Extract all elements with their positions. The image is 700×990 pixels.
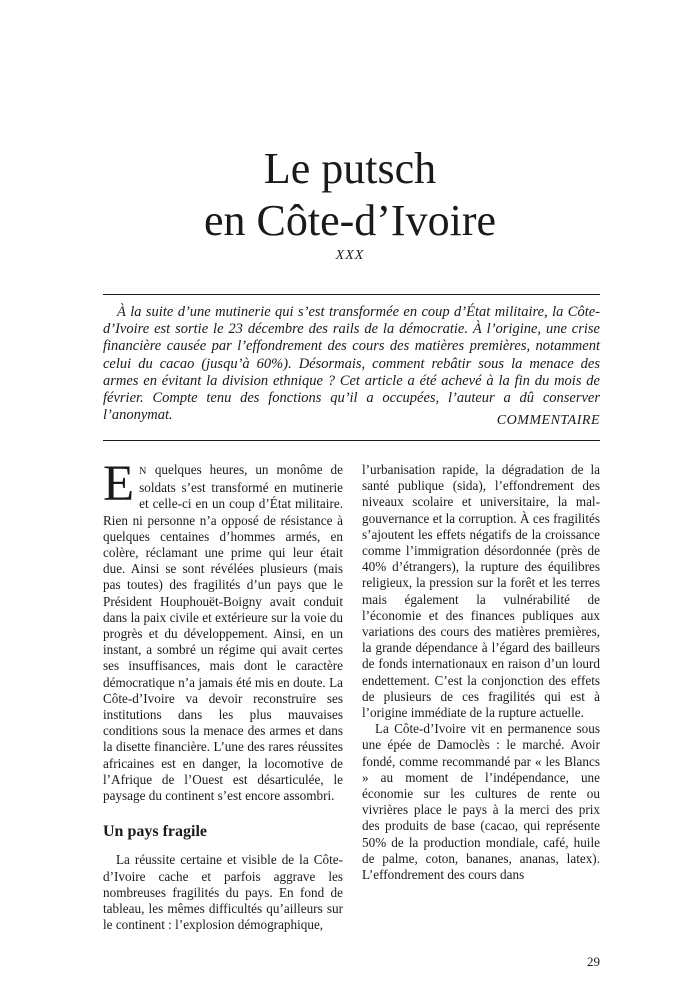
section-heading: Un pays fragile bbox=[103, 823, 207, 841]
abstract: À la suite d’une mutinerie qui s’est transformée en coup d’État militaire, la Côte-d’Ivoire est sortie le 23 décembre des rails de la démocratie. À l’origine, une crise financière causée par l’effondrement des cours des matières premières, notamment celui du cacao (jusqu’à 60%). Désormais, comment rebâtir sous la menace des armes en évitant la division ethnique ? Cet article a été achevé à la fin du mois de février. Compte tenu des fonctions qu’il a occupées, l’auteur a dû conserver l’anonymat. bbox=[103, 304, 600, 424]
top-rule bbox=[103, 294, 600, 295]
rubric-label: COMMENTAIRE bbox=[496, 413, 600, 428]
body-paragraph-2: La réussite certaine et visible de la Côte-d’Ivoire cache et parfois aggrave les nombreuses fragilités du pays. En fond de tableau, les mêmes difficultés qu’ailleurs sur le continent : l’explosion démographique, bbox=[103, 852, 343, 933]
lead-smallcaps: N bbox=[139, 466, 147, 477]
right-column bbox=[362, 462, 600, 883]
article-title bbox=[0, 143, 700, 247]
body-paragraph-1 bbox=[103, 456, 343, 804]
bottom-rule bbox=[103, 440, 600, 441]
title-line-1: Le putsch bbox=[263, 144, 437, 193]
page-number: 29 bbox=[587, 954, 600, 969]
body-paragraph-2-continued: l’urbanisation rapide, la dégradation de la santé publique (sida), l’effondrement des niveaux scolaire et universitaire, la mal-gouvernance et la corruption. À ces fragilités s’ajoutent les effets négatifs de la croissance comme l’immigration désordonnée (près de 40% d’étrangers), la rupture des équilibres religieux, la pression sur la forêt et les terres mais également la vulnérabilité de l’économie et des finances publiques aux variations des cours des matières premières, la grande dépendance à l’égard des bailleurs de fonds internationaux en raison d’un lourd endettement. C’est la conjonction des effets de plusieurs de ces fragilités qui est à l’origine immédiate de la rupture actuelle. bbox=[362, 462, 600, 721]
paragraph-1-text: quelques heures, un monôme de soldats s’est transformé en mutinerie et celle-ci en un coup d’État militaire. Rien ni personne n’a opposé de résistance à quelques centaines d’hommes armés, en colère, réclamant une prime qui leur était due. Ainsi se sont révélées plusieurs (mais pas toutes) des fragilités d’un pays que le Président Houphouët-Boigny avait conduit dans la paix civile et extérieure sur la voie du progrès et du développement. Ainsi, en un instant, a sombré un régime qui avait certes ses insuffisances, mais dont le caractère démocratique n’a jamais été mis en doute. La Côte-d’Ivoire va devoir reconstruire ses institutions dans les plus mauvaises conditions sous la menace des armes et dans la disette financière. L’une des rares réussites africaines est en danger, la locomotive de l’Afrique de l’Ouest est désarticulée, le paysage du continent s’est encore assombri. bbox=[103, 462, 343, 804]
title-line-2: en Côte-d’Ivoire bbox=[204, 196, 496, 245]
author-name: XXX bbox=[335, 248, 365, 263]
left-column bbox=[103, 456, 343, 933]
body-paragraph-3: La Côte-d’Ivoire vit en permanence sous une épée de Damoclès : le marché. Avoir fondé, comme recommandé par « les Blancs » au moment de l’indépendance, une économie sur les cultures de rente ou vivrières place le pays à la merci des prix des produits de base (cacao, qui représente 50% de la production mondiale, café, huile de palme, coton, bananes, ananas, latex). L’effondrement des cours dans bbox=[362, 721, 600, 883]
drop-cap: E bbox=[103, 456, 135, 512]
